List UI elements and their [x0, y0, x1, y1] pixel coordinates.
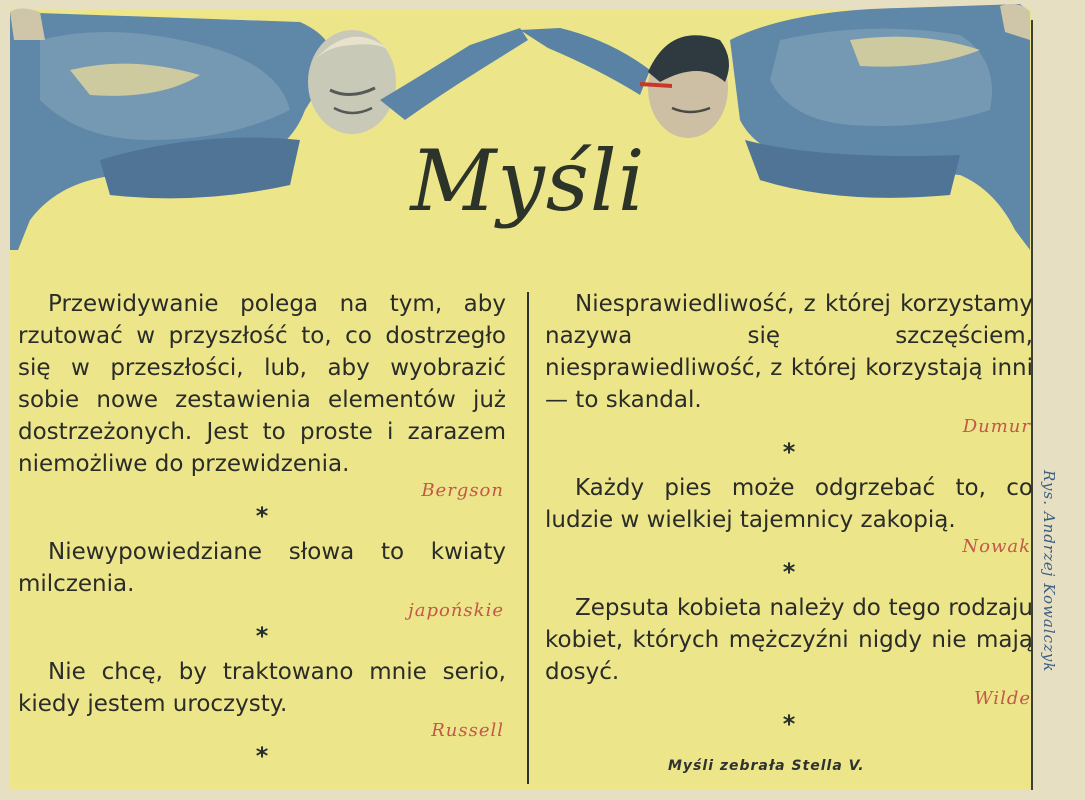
right-column — [545, 288, 1033, 744]
page-title: Myśli — [410, 132, 646, 230]
right-figure-arm — [520, 28, 650, 95]
quote-text: Każdy pies może odgrzebać to, co ludzie w wielkiej tajemnicy zakopią. — [545, 475, 1033, 533]
quote-text: Zepsuta kobieta należy do tego rodzaju kobiet, których mężczyźni nigdy nie mają dosyć. — [545, 595, 1033, 685]
separator-asterisk: * — [782, 710, 796, 738]
quote-block — [545, 288, 1033, 438]
quote-author: Nowak — [962, 536, 1031, 557]
separator-asterisk: * — [255, 742, 269, 770]
quote-author: Bergson — [421, 480, 504, 501]
separator-asterisk: * — [255, 502, 269, 530]
quote-block — [545, 472, 1033, 558]
quote-text: Przewidywanie polega na tym, aby rzutować w przyszłość to, co dostrzegło się w przeszłości, lub, aby wyobrazić sobie nowe zestawienia elementów już dostrzeżonych. Jest to proste i zarazem niemożliwe do przewidzenia. — [18, 291, 506, 477]
separator-asterisk: * — [255, 622, 269, 650]
quote-block — [545, 592, 1033, 710]
quote-block — [18, 288, 506, 502]
quote-block — [18, 656, 506, 742]
separator-asterisk: * — [782, 558, 796, 586]
quote-text: Niewypowiedziane słowa to kwiaty milczenia. — [18, 539, 506, 597]
separator-asterisk: * — [782, 438, 796, 466]
quote-author: japońskie — [408, 600, 504, 621]
quote-block — [18, 536, 506, 622]
left-column — [18, 288, 506, 776]
quote-author: Russell — [431, 720, 504, 741]
quote-author: Wilde — [974, 688, 1031, 709]
compiler-credit: Myśli zebrała Stella V. — [668, 758, 865, 774]
illustrator-credit: Rys. Andrzej Kowalczyk — [1040, 470, 1058, 673]
quote-text: Niesprawiedliwość, z której korzystamy nazywa się szczęściem, niesprawiedliwość, z której korzystają inni — to skandal. — [545, 291, 1033, 413]
column-divider — [527, 292, 529, 784]
quote-author: Dumur — [962, 416, 1031, 437]
left-figure-arm — [380, 28, 528, 120]
quote-text: Nie chcę, by traktowano mnie serio, kiedy jestem uroczysty. — [18, 659, 506, 717]
